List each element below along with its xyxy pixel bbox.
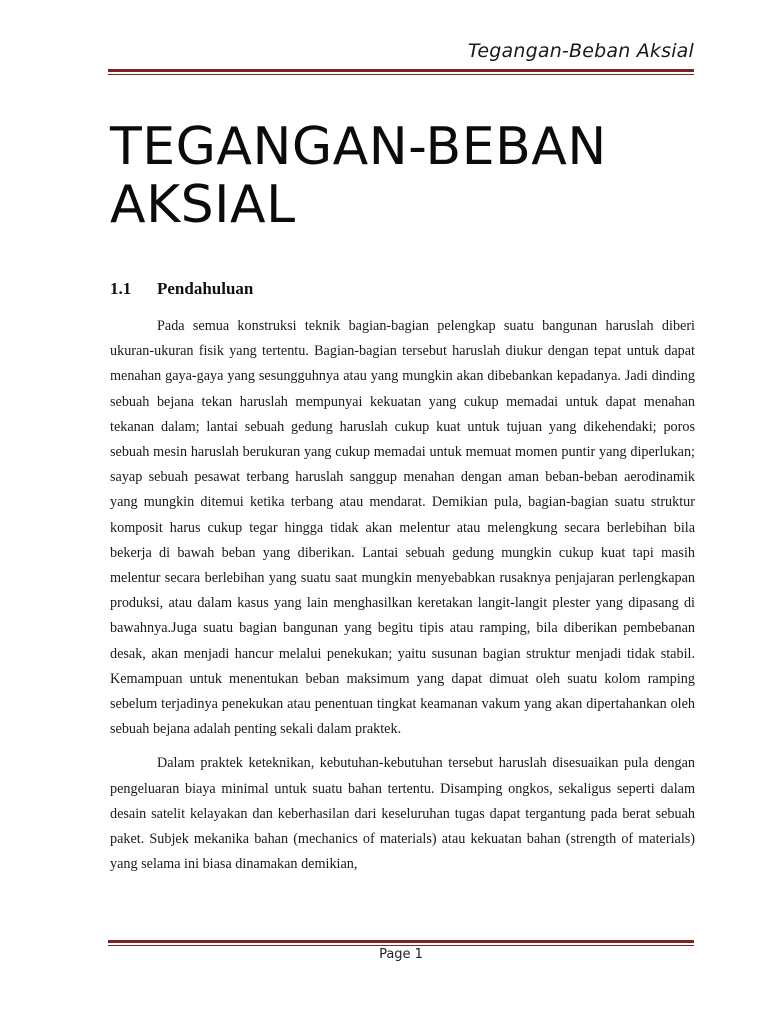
header-rule-thin <box>108 74 694 75</box>
document-title-line-1: TEGANGAN-BEBAN <box>110 117 607 177</box>
header-rule <box>108 69 694 75</box>
footer-rule-thin <box>108 945 694 946</box>
running-header: Tegangan-Beban Aksial <box>467 40 694 62</box>
document-title-line-2: AKSIAL <box>110 175 296 235</box>
paragraph-2: Dalam praktek keteknikan, kebutuhan-kebutuhan tersebut haruslah disesuaikan pula dengan pengeluaran biaya minimal untuk suatu bahan tertentu. Disamping ongkos, sekaligus seperti dalam desain satelit kelayakan dan keberhasilan dari keseluruhan tugas dapat tergantung pada berat sebuah paket. Subjek mekanika bahan (mechanics of materials) atau kekuatan bahan (strength of materials) yang selama ini biasa dinamakan demikian, <box>110 755 695 873</box>
document-title <box>110 118 710 234</box>
footer-rule <box>108 940 694 946</box>
page-number: Page 1 <box>379 947 423 962</box>
footer-rule-thick <box>108 940 694 943</box>
paragraph-1: Pada semua konstruksi teknik bagian-bagian pelengkap suatu bangunan haruslah diberi ukuran-ukuran fisik yang tertentu. Bagian-bagian tersebut haruslah diukur dengan tepat untuk dapat menahan gaya-gaya yang sesungguhnya atau yang mungkin akan dibebankan kepadanya. Jadi dinding sebuah bejana tekan haruslah mempunyai kekuatan yang cukup memadai untuk dapat menahan tekanan dalam; lantai sebuah gedung haruslah cukup kuat untuk tujuan yang dikehendaki; poros sebuah mesin haruslah berukuran yang cukup memadai untuk memuat momen puntir yang diperlukan; sayap sebuah pesawat terbang haruslah sanggup menahan dengan aman beban-beban aerodinamik yang mungkin ditemui ketika terbang atau mendarat. Demikian pula, bagian-bagian suatu struktur komposit harus cukup tegar hingga tidak akan melentur atau melengkung secara berlebihan bila bekerja di bawah beban yang diberikan. Lantai sebuah gedung mungkin cukup kuat tapi masih melentur secara berlebihan yang suatu saat mungkin menyebabkan rusaknya penjajaran perlengkapan produksi, atau dalam kasus yang lain menghasilkan keretakan langit-langit plester yang dipasang di bawahnya.Juga suatu bagian bangunan yang begitu tipis atau ramping, bila diberikan pembebanan desak, akan menjadi hancur melalui penekukan; yaitu susunan bagian struktur menjadi tidak stabil. Kemampuan untuk menentukan beban maksimum yang dapat dimuat oleh suatu kolom ramping sebelum terjadinya penekukan atau penentuan tingkat keamanan vakum yang akan dipertahankan oleh sebuah bejana adalah penting sekali dalam praktek. <box>110 318 695 738</box>
section-heading <box>110 279 253 299</box>
body-text <box>110 314 695 886</box>
section-title: Pendahuluan <box>157 279 254 298</box>
header-rule-thick <box>108 69 694 72</box>
section-number: 1.1 <box>110 279 132 298</box>
